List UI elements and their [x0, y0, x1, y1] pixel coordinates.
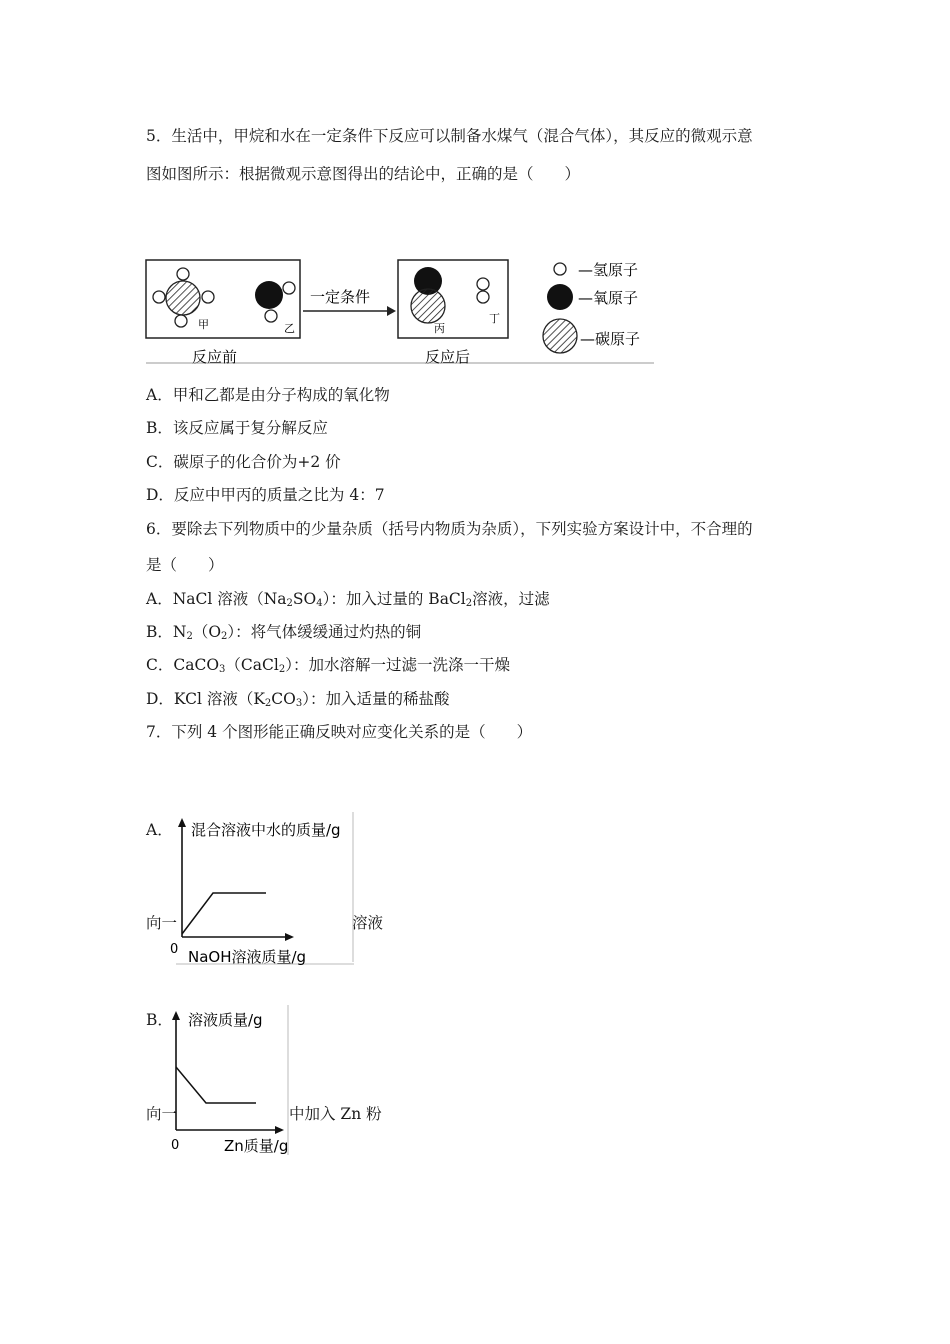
y-axis-arrow	[178, 818, 186, 827]
hydrogen-atom	[175, 315, 187, 327]
x-axis-arrow	[285, 933, 294, 941]
co-molecule-bing	[411, 267, 445, 323]
x-axis-label: NaOH溶液质量/g	[188, 948, 307, 966]
water-molecule-yi	[255, 281, 295, 322]
reaction-microscopic-diagram	[140, 250, 670, 370]
hydrogen-atom	[202, 291, 214, 303]
hydrogen-atom	[477, 291, 489, 303]
q5-option-c: C．碳原子的化合价为+2 价	[146, 453, 341, 471]
q7-option-a-right-text: 溶液	[352, 914, 384, 932]
q5-option-a: A．甲和乙都是由分子构成的氧化物	[146, 386, 390, 404]
legend-oxygen-icon	[547, 284, 573, 310]
q7-option-a-left-text: 向一	[146, 914, 178, 932]
legend-carbon: —碳原子	[580, 330, 641, 348]
q7-stem: 7．下列 4 个图形能正确反映对应变化关系的是（ ）	[146, 723, 533, 741]
legend-hydrogen: —氢原子	[578, 261, 639, 279]
hydrogen-atom	[153, 291, 165, 303]
curve-line	[182, 893, 266, 934]
q7-graph-a	[168, 812, 358, 970]
y-axis-arrow	[172, 1011, 180, 1020]
label-yi: 乙	[284, 322, 295, 335]
x-axis-arrow	[275, 1126, 284, 1134]
q6-option-a: A．NaCl 溶液$(Na_2SO_4)$：加入过量的 BaCl$_2$溶液，过滤	[146, 590, 550, 609]
carbon-atom	[166, 281, 200, 315]
q6-option-c: C．CaCO$_3$（CaCl$_2$）：加水溶解一过滤一洗涤一干燥	[146, 656, 510, 675]
q5-option-d: D．反应中甲丙的质量之比为 4：7	[146, 486, 385, 504]
reaction-condition: 一定条件	[310, 288, 371, 306]
legend-hydrogen-icon	[554, 263, 566, 275]
hydrogen-atom	[283, 282, 295, 294]
q6-stem-line1: 6．要除去下列物质中的少量杂质（括号内物质为杂质），下列实验方案设计中，不合理的	[146, 520, 753, 538]
h2-molecule-ding	[477, 278, 489, 303]
carbon-atom	[411, 289, 445, 323]
legend-carbon-icon	[543, 319, 577, 353]
oxygen-atom	[255, 281, 283, 309]
q5-stem-line1: 5．生活中，甲烷和水在一定条件下反应可以制备水煤气（混合气体），其反应的微观示意	[146, 127, 753, 145]
origin-label: 0	[170, 942, 179, 957]
q7-option-b-label: B．	[146, 1011, 173, 1029]
y-axis-label: 溶液质量/g	[188, 1011, 263, 1029]
caption-before: 反应前	[192, 348, 238, 366]
q5-option-b: B．该反应属于复分解反应	[146, 419, 328, 437]
y-axis-label: 混合溶液中水的质量/g	[191, 821, 341, 839]
curve-line	[176, 1067, 256, 1103]
q7-option-b-right-text: 中加入 Zn 粉	[289, 1105, 382, 1123]
q7-option-a-label: A．	[146, 821, 173, 839]
reaction-arrow-head	[387, 306, 396, 316]
origin-label: 0	[171, 1138, 180, 1153]
label-bing: 丙	[434, 322, 445, 335]
legend-oxygen: —氧原子	[578, 289, 639, 307]
q6-stem-line2: 是（ ）	[146, 556, 224, 574]
hydrogen-atom	[177, 268, 189, 280]
hydrogen-atom	[477, 278, 489, 290]
hydrogen-atom	[265, 310, 277, 322]
label-jia: 甲	[198, 318, 209, 331]
q7-option-b-left-text: 向一	[146, 1105, 178, 1123]
q5-stem-line2: 图如图所示：根据微观示意图得出的结论中，正确的是（ ）	[146, 165, 581, 183]
caption-after: 反应后	[425, 348, 471, 366]
label-ding: 丁	[489, 312, 500, 325]
q7-graph-b	[168, 1005, 292, 1157]
x-axis-label: Zn质量/g	[224, 1137, 289, 1155]
q6-option-b: B．$N_2(O_2)$：将气体缓缓通过灼热的铜	[146, 623, 422, 642]
q6-option-d: D．KCl 溶液$(K_2CO_3)$：加入适量的稀盐酸	[146, 690, 450, 709]
